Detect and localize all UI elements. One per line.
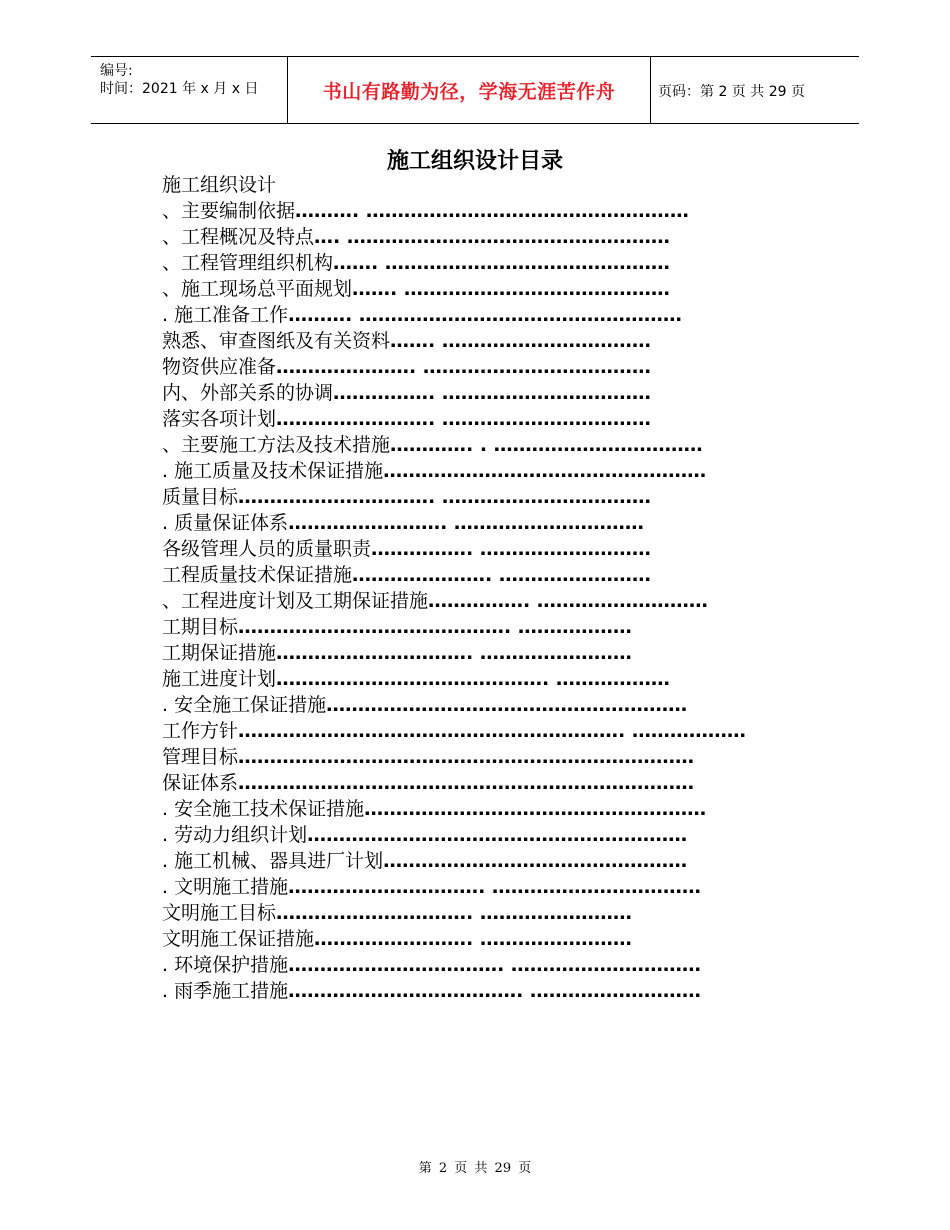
toc-entry-text: 、工程管理组织机构: [162, 252, 334, 274]
toc-entry-text: 工期目标: [162, 616, 239, 638]
toc-entry-leader: ………………………………………………………………: [238, 746, 695, 768]
toc-entry: [162, 900, 802, 926]
toc-entry-leader: …………………………. ……………………………: [288, 876, 701, 898]
toc-entry-leader: ……………. ……………………………: [333, 382, 651, 404]
toc-entry: [162, 640, 802, 666]
toc-entry-leader: ………………………………………………: [364, 798, 707, 820]
toc-entry-leader: …………………………. ……………………………: [238, 486, 651, 508]
toc-entry: [162, 432, 802, 458]
toc-entry-text: 文明施工保证措施: [162, 928, 315, 950]
toc-entry-leader: …………………. ……………………: [352, 564, 651, 586]
header-page-number: 页码：第 2 页 共 29 页: [658, 84, 805, 100]
header-motto-cell: [287, 57, 651, 123]
toc-entry: [162, 588, 802, 614]
toc-entry: [162, 354, 802, 380]
toc-entry: [162, 822, 802, 848]
toc-entry: [162, 744, 802, 770]
toc-entry-text: 、工程进度计划及工期保证措施: [162, 590, 429, 612]
toc-entry: [162, 510, 802, 536]
header-page-cell: [650, 57, 859, 123]
toc-entry-text: 施工进度计划: [162, 668, 277, 690]
table-of-contents: [162, 172, 802, 1004]
toc-entry-leader: ……. ………………………………………: [333, 252, 670, 274]
toc-entry-text: 保证体系: [162, 772, 239, 794]
toc-entry-text: . 安全施工保证措施: [162, 694, 327, 716]
toc-entry-leader: ……………………………………. ………………: [238, 616, 632, 638]
toc-entry: [162, 406, 802, 432]
toc-entry: [162, 172, 802, 198]
document-number-label: 编号:: [100, 63, 133, 79]
header-info-cell: [91, 57, 287, 123]
toc-entry: [162, 718, 802, 744]
toc-entry-leader: ……………………………………………: [383, 460, 707, 482]
page-footer: 第 2 页 共 29 页: [418, 1161, 532, 1176]
toc-entry-text: 落实各项计划: [162, 408, 277, 430]
toc-entry-leader: …………………………. ……………………: [276, 642, 632, 664]
toc-entry-text: . 雨季施工措施: [162, 980, 289, 1002]
toc-entry-text: 内、外部关系的协调: [162, 382, 334, 404]
toc-entry-leader: ………………………………. ………………………: [288, 980, 701, 1002]
toc-entry-text: . 施工质量及技术保证措施: [162, 460, 384, 482]
toc-entry-text: . 劳动力组织计划: [162, 824, 308, 846]
toc-entry-leader: ……………………………………………………: [307, 824, 688, 846]
toc-entry-text: . 文明施工措施: [162, 876, 289, 898]
toc-entry-leader: ……………………………………. ………………: [276, 668, 670, 690]
toc-entry-text: 熟悉、审查图纸及有关资料: [162, 330, 391, 352]
toc-entry-text: 施工组织设计: [162, 174, 277, 196]
toc-entry: [162, 536, 802, 562]
toc-entry-leader: …………………………………………………: [326, 694, 688, 716]
toc-entry-leader: …………………………. ……………………: [276, 902, 632, 924]
toc-entry-text: . 施工机械、器具进厂计划: [162, 850, 384, 872]
toc-entry-text: 文明施工目标: [162, 902, 277, 924]
toc-entry-text: 、施工现场总平面规划: [162, 278, 353, 300]
toc-entry-leader: ……………. ………………………: [371, 538, 651, 560]
toc-entry-text: 质量目标: [162, 486, 239, 508]
toc-entry-text: 、主要施工方法及技术措施: [162, 434, 391, 456]
toc-entry-leader: ……………………. …………………………: [288, 512, 644, 534]
toc-entry: [162, 328, 802, 354]
toc-entry-leader: …………. . ……………………………: [390, 434, 703, 456]
toc-entry: [162, 380, 802, 406]
toc-entry: [162, 770, 802, 796]
toc-entry: [162, 952, 802, 978]
toc-entry-leader: ……………. ………………………: [428, 590, 708, 612]
toc-entry-leader: ………. ……………………………………………: [288, 304, 682, 326]
toc-entry: [162, 926, 802, 952]
toc-entry-leader: …………………………………………: [383, 850, 688, 872]
toc-entry: [162, 848, 802, 874]
toc-entry-leader: …. ……………………………………………: [314, 226, 670, 248]
toc-entry-text: 工程质量技术保证措施: [162, 564, 353, 586]
toc-entry-leader: ………. ……………………………………………: [295, 200, 689, 222]
toc-entry-leader: ……. ……………………………: [390, 330, 651, 352]
toc-entry: [162, 302, 802, 328]
toc-entry: [162, 614, 802, 640]
toc-entry-text: 管理目标: [162, 746, 239, 768]
toc-entry-text: . 安全施工技术保证措施: [162, 798, 365, 820]
toc-entry-leader: ……. ……………………………………: [352, 278, 670, 300]
toc-entry-text: 工期保证措施: [162, 642, 277, 664]
toc-entry-text: 各级管理人员的质量职责: [162, 538, 372, 560]
toc-entry-text: 物资供应准备: [162, 356, 277, 378]
toc-entry: [162, 484, 802, 510]
toc-entry-leader: ………………………………………………………………: [238, 772, 695, 794]
toc-entry: [162, 198, 802, 224]
header-table: [91, 56, 859, 124]
toc-entry: [162, 796, 802, 822]
toc-entry-leader: ……………………. ……………………………: [276, 408, 651, 430]
toc-entry-text: . 施工准备工作: [162, 304, 289, 326]
toc-entry: [162, 562, 802, 588]
toc-entry: [162, 874, 802, 900]
document-time: 时间：2021 年 x 月 x 日: [100, 81, 259, 97]
toc-entry-text: . 环境保护措施: [162, 954, 289, 976]
toc-entry-leader: ……………………………. …………………………: [288, 954, 701, 976]
toc-entry-leader: ……………………. ……………………: [314, 928, 632, 950]
toc-entry: [162, 692, 802, 718]
toc-entry-text: 、主要编制依据: [162, 200, 296, 222]
page-title: 施工组织设计目录: [386, 149, 563, 174]
toc-entry-leader: ……………………………………………………. ………………: [238, 720, 746, 742]
toc-entry-text: 、工程概况及特点: [162, 226, 315, 248]
toc-entry: [162, 978, 802, 1004]
toc-entry-text: 工作方针: [162, 720, 239, 742]
toc-entry-text: . 质量保证体系: [162, 512, 289, 534]
toc-entry: [162, 458, 802, 484]
toc-entry-leader: …………………. ………………………………: [276, 356, 651, 378]
toc-entry: [162, 224, 802, 250]
toc-entry: [162, 666, 802, 692]
toc-entry: [162, 250, 802, 276]
toc-entry: [162, 276, 802, 302]
header-motto: 书山有路勤为径，学海无涯苦作舟: [322, 81, 616, 103]
